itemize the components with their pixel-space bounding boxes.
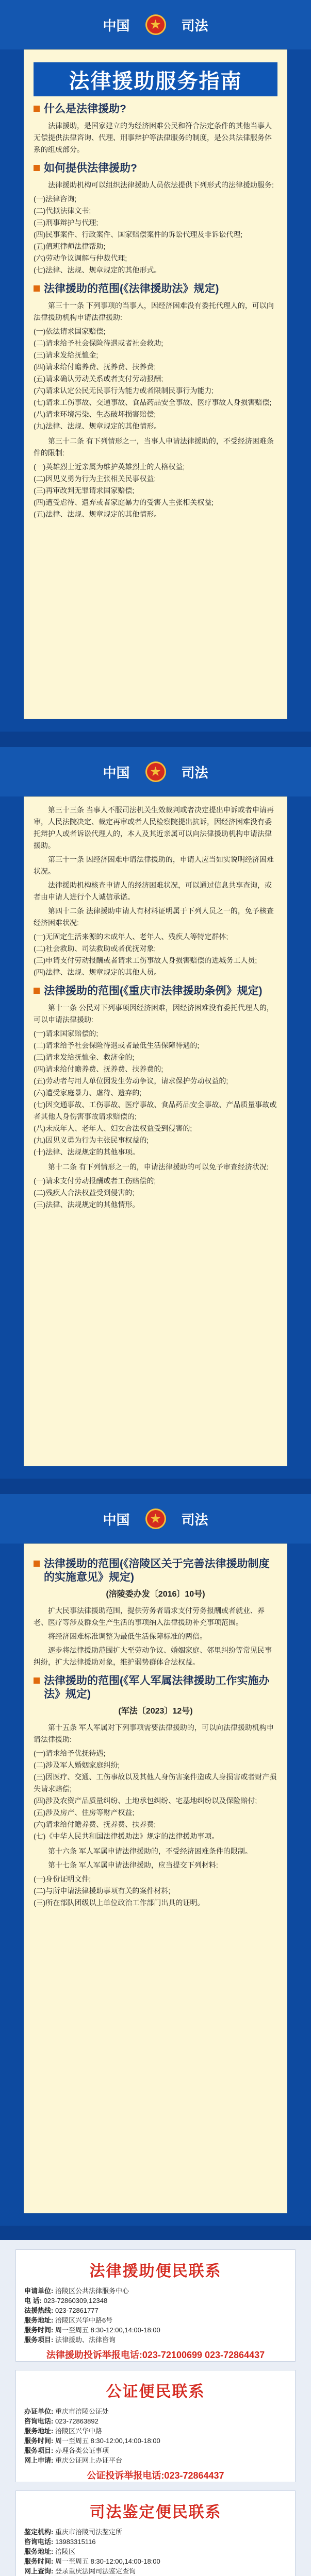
row-label: 申请单位: xyxy=(24,2287,54,2295)
row-label: 咨询电话: xyxy=(24,2417,54,2425)
document-number: (涪陵委办发〔2016〕10号) xyxy=(106,1590,205,1599)
complaint-hotline[interactable]: 公证投诉举报电话:023-72864437 xyxy=(87,2470,224,2481)
contact-section xyxy=(0,2240,311,2576)
list-item: (二)涉及军人婚姻家庭纠纷; xyxy=(34,1761,120,1769)
list-item: (二)请求给予社会保险待遇或者社会救助; xyxy=(34,339,163,347)
paragraph: 第三十三条 当事人不服司法机关生效裁判或者决定提出申诉或者申请再审，人民法院决定、裁定再审或者人民检察院提出抗诉，因经济困难没有委托辩护人或者诉讼代理人的，本人及其近亲属可以向法律援助机构申请法律援助。 xyxy=(34,806,274,850)
list-item: (一)请求给予优抚待遇; xyxy=(34,1749,106,1757)
bullet-square-icon xyxy=(34,1561,40,1567)
panel-guide-1 xyxy=(0,0,311,732)
bullet-square-icon xyxy=(34,1677,40,1684)
panel-guide-2 xyxy=(0,747,311,1479)
header-right: 司法 xyxy=(181,1512,208,1528)
content-card xyxy=(24,49,287,719)
row-value[interactable]: 023-72861777 xyxy=(55,2307,99,2314)
list-item: (二)社会救助、司法救助或者优抚对象; xyxy=(34,944,156,953)
contact-row xyxy=(24,2566,287,2576)
list-item: (三)请求发给抚恤金; xyxy=(34,351,99,359)
header xyxy=(0,0,311,49)
row-label: 法援热线: xyxy=(24,2307,54,2314)
paragraph: 将经济困难标准调整为最低生活保障标准的两倍。 xyxy=(48,1632,207,1640)
list-item: (八)未成年人、老年人、妇女合法权益受到侵害的; xyxy=(34,1124,192,1132)
list-item: (三)再审改判无罪请求国家赔偿; xyxy=(34,486,135,495)
list-item: (三)刑事辩护与代理; xyxy=(34,218,99,227)
list-item: (六)请求认定公民无民事行为能力或者限制民事行为能力; xyxy=(34,386,214,395)
list-item: (四)民事案件、行政案件、国家赔偿案件的诉讼代理及非诉讼代理; xyxy=(34,230,243,239)
contact-row xyxy=(24,2547,287,2556)
list-item: (七)请求工伤事故、交通事故、食品药品安全事故、医疗事故人身损害赔偿; xyxy=(34,398,272,406)
list-item: (一)法律咨询; xyxy=(34,195,77,203)
paragraph: 第三十二条 有下列情形之一，当事人申请法律援助的，不受经济困难条件的限制: xyxy=(34,437,274,457)
row-label: 服务时间: xyxy=(24,2557,54,2565)
contact-card-forensic xyxy=(15,2490,296,2576)
contact-card-notary xyxy=(15,2370,296,2482)
list-item: (一)无固定生活来源的未成年人、老年人、残疾人等特定群体; xyxy=(34,933,228,941)
row-value: 法律援助、法律咨询 xyxy=(55,2336,116,2344)
document-number: (军法〔2023〕12号) xyxy=(118,1707,193,1716)
contact-row xyxy=(24,2406,287,2416)
list-item: (一)请求国家赔偿的; xyxy=(34,1029,99,1038)
list-item: (五)涉及房产、住房等财产权益; xyxy=(34,1808,135,1817)
header-right: 司法 xyxy=(181,765,208,781)
bullet-square-icon xyxy=(34,165,40,171)
contact-title: 公证便民联系 xyxy=(106,2383,205,2400)
contact-title: 司法鉴定便民联系 xyxy=(89,2504,222,2521)
section-heading xyxy=(34,1557,277,1584)
list-item: (三)所在部队团级以上单位政治工作部门出具的证明。 xyxy=(34,1899,205,1907)
contact-row xyxy=(24,2527,287,2537)
contact-card-legal-aid xyxy=(15,2249,296,2362)
list-item: (二)残疾人合法权益受到侵害的; xyxy=(34,1189,135,1197)
contact-row xyxy=(24,2436,287,2446)
list-item: (七)法律、法规、规章规定的其他形式。 xyxy=(34,266,161,274)
row-value[interactable]: 023-72860309,12348 xyxy=(43,2297,108,2304)
section-heading xyxy=(34,985,277,998)
header xyxy=(0,1494,311,1544)
row-value: 涪陵区兴华中路 xyxy=(55,2427,102,2435)
row-label: 网上查询: xyxy=(24,2567,54,2575)
list-item: (一)英雄烈士近亲属为维护英雄烈士的人格权益; xyxy=(34,463,185,471)
content-card xyxy=(24,796,287,1466)
paragraph: 逐步将法律援助范围扩大至劳动争议、婚姻家庭、邻里纠纷等常见民事纠纷，扩大法律援助对象，维护弱势群体合法权益。 xyxy=(34,1646,272,1666)
header xyxy=(0,747,311,796)
list-item: (六)劳动争议调解与仲裁代理; xyxy=(34,254,127,262)
list-item: (一)身份证明文件; xyxy=(34,1875,91,1883)
paragraph: 法律援助机构核查申请人的经济困难状况，可以通过信息共享查询，或者由申请人进行个人诚信承诺。 xyxy=(34,881,272,901)
list-item: (五)值班律师法律帮助; xyxy=(34,242,106,250)
row-label: 网上申请: xyxy=(24,2456,54,2464)
list-item: (一)依法请求国家赔偿; xyxy=(34,327,106,335)
row-label: 服务地址: xyxy=(24,2427,54,2435)
row-value: 周一至周五 8:30-12:00,14:00-18:00 xyxy=(55,2557,160,2565)
bullet-square-icon xyxy=(34,106,40,112)
list-item: (四)请求给付赡养费、抚养费、扶养费的; xyxy=(34,1065,163,1073)
contact-row xyxy=(24,2335,287,2345)
row-value: 重庆市涪陵公证处 xyxy=(55,2408,109,2415)
list-item: (六)请求给付赡养费、抚养费、扶养费; xyxy=(34,1820,156,1828)
list-item: (五)请求确认劳动关系或者支付劳动报酬; xyxy=(34,375,163,383)
row-value: 周一至周五 8:30-12:00,14:00-18:00 xyxy=(55,2437,160,2445)
row-label: 服务地址: xyxy=(24,2316,54,2324)
list-item: (九)法律、法规、规章规定的其他情形。 xyxy=(34,422,161,430)
contact-row xyxy=(24,2426,287,2436)
list-item: (四)遭受虐待、遗弃或者家庭暴力的受害人主张相关权益; xyxy=(34,498,214,506)
header-left: 中国 xyxy=(103,18,130,33)
row-label: 电 话: xyxy=(24,2297,42,2304)
paragraph: 第十七条 军人军属申请法律援助，应当提交下列材料: xyxy=(48,1861,218,1869)
row-value[interactable]: 13983315116 xyxy=(55,2538,96,2546)
row-value: 重庆市涪陵司法鉴定所 xyxy=(55,2528,122,2536)
paragraph: 第十五条 军人军属对下列事项需要法律援助的，可以向法律援助机构申请法律援助: xyxy=(34,1723,274,1743)
paragraph: 扩大民事法律援助范围，提供劳务者请求支付劳务报酬或者就业、养老、医疗等涉及群众生产生活的事项纳入法律援助补充事项范围。 xyxy=(34,1606,265,1626)
section-title: 法律援助的范围(《涪陵区关于完善法律援助制度的实施意见》规定) xyxy=(44,1558,270,1583)
list-item: (七)因交通事故、工伤事故、医疗事故、食品药品安全事故、产品质量事故或者其他人身伤害事故请求赔偿的; xyxy=(34,1100,277,1121)
paragraph: 法律援助，是国家建立的为经济困难公民和符合法定条件的其他当事人无偿提供法律咨询、代理、刑事辩护等法律服务的制度，是公共法律服务体系的组成部分。 xyxy=(34,122,272,154)
national-emblem-icon: ★ xyxy=(145,1509,166,1529)
row-value[interactable]: 重庆公证网上办证平台 xyxy=(55,2456,122,2464)
list-item: (二)代拟法律文书; xyxy=(34,207,91,215)
national-emblem-icon: ★ xyxy=(145,14,166,35)
list-item: (三)请求发给抚恤金、救济金的; xyxy=(34,1053,135,1061)
contact-row xyxy=(24,2537,287,2547)
section-title: 法律援助的范围(《法律援助法》规定) xyxy=(44,283,219,295)
row-label: 服务地址: xyxy=(24,2548,54,2555)
paragraph: 第十六条 军人军属申请法律援助的，不受经济困难条件的限制。 xyxy=(48,1847,252,1855)
row-value: 涪陵区 xyxy=(55,2548,75,2555)
contact-row xyxy=(24,2315,287,2325)
contact-title: 法律援助便民联系 xyxy=(89,2263,222,2280)
list-item: (三)法律、法规规定的其他情形。 xyxy=(34,1200,140,1209)
list-item: (八)请求环境污染、生态破坏损害赔偿; xyxy=(34,410,156,418)
section-heading xyxy=(34,1674,277,1701)
row-value[interactable]: 登录重庆法网司法鉴定查询 xyxy=(55,2567,136,2575)
list-item: (四)涉及农资产品质量纠纷、土地承包纠纷、宅基地纠纷以及保险赔付; xyxy=(34,1797,257,1805)
contact-row xyxy=(24,2446,287,2455)
row-value[interactable]: 023-72863892 xyxy=(55,2417,99,2425)
list-item: (四)法律、法规、规章规定的其他人员。 xyxy=(34,968,161,976)
paragraph: 第十一条 公民对下列事项因经济困难，因经济困难没有委托代理人的，可以申请法律援助: xyxy=(34,1004,274,1024)
list-item: (五)法律、法规、规章规定的其他情形。 xyxy=(34,510,161,518)
contact-row xyxy=(24,2556,287,2566)
paragraph: 法律援助机构可以组织法律援助人员依法提供下列形式的法律援助服务: xyxy=(48,181,274,189)
row-label: 服务时间: xyxy=(24,2437,54,2445)
panel-guide-3 xyxy=(0,1494,311,2226)
row-label: 咨询电话: xyxy=(24,2538,54,2546)
header-left: 中国 xyxy=(103,1512,130,1528)
paragraph: 第三十一条 因经济困难申请法律援助的，申请人应当如实说明经济困难状况。 xyxy=(34,855,274,875)
banner-title: 法律援助服务指南 xyxy=(34,62,277,96)
contact-row xyxy=(24,2455,287,2465)
row-value: 周一至周五 8:30-12:00,14:00-18:00 xyxy=(55,2326,160,2334)
list-item: (二)与所申请法律援助事项有关的案件材料; xyxy=(34,1887,171,1895)
row-value: 涪陵区公共法律服务中心 xyxy=(55,2287,129,2295)
paragraph: 第十二条 有下列情形之一的，申请法律援助的可以免予审查经济状况: xyxy=(48,1163,269,1171)
section-title: 如何提供法律援助? xyxy=(44,162,137,174)
section-title: 法律援助的范围(《军人军属法律援助工作实施办法》规定) xyxy=(44,1675,270,1700)
content-card xyxy=(24,1544,287,2213)
paragraph: 第四十二条 法律援助申请人有材料证明属于下列人员之一的，免予核查经济困难状况: xyxy=(34,907,274,927)
paragraph: 第三十一条 下列事项的当事人，因经济困难没有委托代理人的，可以向法律援助机构申请法律援助: xyxy=(34,301,274,321)
row-label: 鉴定机构: xyxy=(24,2528,54,2536)
list-item: (二)因见义勇为行为主张相关民事权益; xyxy=(34,474,156,483)
row-label: 服务时间: xyxy=(24,2326,54,2334)
contact-row xyxy=(24,2286,287,2296)
list-item: (十)法律、法规规定的其他事项。 xyxy=(34,1148,140,1156)
row-label: 办证单位: xyxy=(24,2408,54,2415)
section-heading xyxy=(34,282,277,296)
contact-row xyxy=(24,2306,287,2315)
list-item: (一)请求支付劳动报酬或者工伤赔偿的; xyxy=(34,1177,156,1185)
section-heading xyxy=(34,103,277,116)
row-label: 服务项目: xyxy=(24,2336,54,2344)
section-title: 什么是法律援助? xyxy=(44,103,126,115)
row-label: 服务项目: xyxy=(24,2447,54,2454)
bullet-square-icon xyxy=(34,285,40,292)
row-value: 办理各类公证事项 xyxy=(55,2447,109,2454)
list-item: (四)请求给付赡养费、抚养费、扶养费; xyxy=(34,363,156,371)
contact-row xyxy=(24,2296,287,2306)
row-value: 涪陵区兴华中路6号 xyxy=(55,2316,113,2324)
section-heading xyxy=(34,162,277,175)
contact-row xyxy=(24,2325,287,2335)
list-item: (九)因见义勇为行为主张民事权益的; xyxy=(34,1136,149,1144)
contact-row xyxy=(24,2416,287,2426)
header-left: 中国 xyxy=(103,765,130,781)
header-right: 司法 xyxy=(181,18,208,33)
bullet-square-icon xyxy=(34,988,40,994)
list-item: (二)请求给予社会保险待遇或者最低生活保障待遇的; xyxy=(34,1041,200,1049)
list-item: (五)劳动者与用人单位因发生劳动争议，请求保护劳动权益的; xyxy=(34,1077,228,1085)
section-title: 法律援助的范围(《重庆市法律援助条例》规定) xyxy=(44,985,263,997)
national-emblem-icon: ★ xyxy=(145,761,166,782)
complaint-hotline[interactable]: 法律援助投诉举报电话:023-72100699 023-72864437 xyxy=(46,2350,265,2360)
list-item: (七)《中华人民共和国法律援助法》规定的法律援助事项。 xyxy=(34,1832,219,1840)
list-item: (六)遭受家庭暴力、虐待、遗弃的; xyxy=(34,1089,142,1097)
list-item: (三)因医疗、交通、工伤事故以及其他人身伤害案件造成人身损害或者财产损失请求赔偿; xyxy=(34,1773,277,1793)
list-item: (三)申请支付劳动报酬或者请求工伤事故人身损害赔偿的进城务工人员; xyxy=(34,956,257,964)
